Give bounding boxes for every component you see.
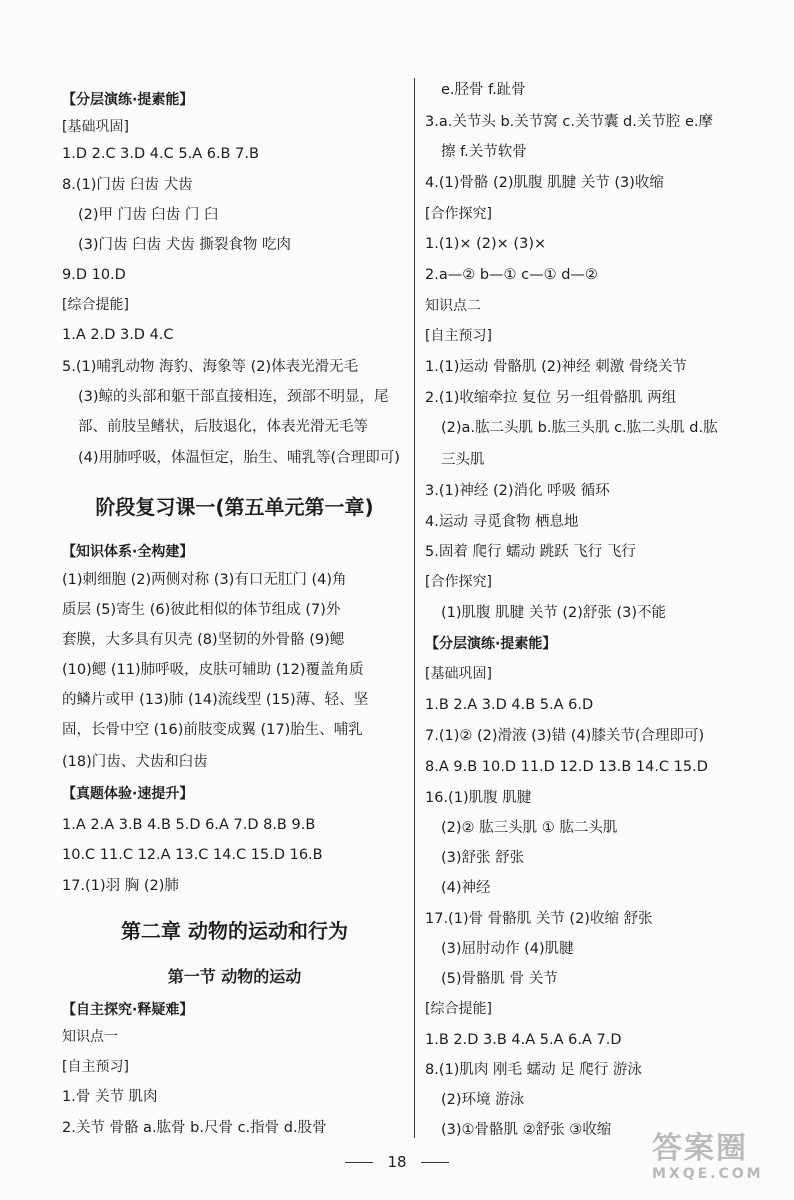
left-answer-line: (10)鳃 (11)肺呼吸，皮肤可辅助 (12)覆盖角质 [62, 662, 364, 678]
left-answer-line: 17.(1)羽 胸 (2)肺 [62, 878, 179, 894]
right-answer-line: (3)①骨骼肌 ②舒张 ③收缩 [441, 1122, 612, 1138]
right-answer-line: 8.A 9.B 10.D 11.D 12.D 13.B 14.C 15.D [425, 759, 708, 775]
right-answer-line: 1.(1)× (2)× (3)× [425, 236, 547, 252]
left-answer-line: (3)鲸的头部和躯干部直接相连，颈部不明显，尾 [78, 389, 389, 405]
right-answer-line: [基础巩固] [425, 666, 492, 682]
right-answer-line: (2)环境 游泳 [441, 1092, 525, 1108]
footer-dash-right [421, 1162, 449, 1163]
right-answer-line: 3.(1)神经 (2)消化 呼吸 循环 [425, 483, 610, 499]
right-answer-line: 8.(1)肌肉 刚毛 蠕动 足 爬行 游泳 [425, 1062, 642, 1078]
left-answer-line: 1.A 2.A 3.B 4.B 5.D 6.A 7.D 8.B 9.B [62, 817, 316, 833]
right-answer-line: 2.(1)收缩牵拉 复位 另一组骨骼肌 两组 [425, 390, 677, 406]
left-answer-line: 【自主探究·释疑难】 [62, 1002, 194, 1018]
right-answer-line: 1.B 2.A 3.D 4.B 5.A 6.D [425, 697, 594, 713]
left-answer-line: (18)门齿、犬齿和臼齿 [62, 754, 208, 770]
right-answer-line: (5)骨骼肌 骨 关节 [441, 971, 558, 987]
right-answer-line: 三头肌 [441, 452, 485, 468]
left-answer-line: 【分层演练·提素能】 [62, 92, 194, 108]
left-answer-line: [自主预习] [62, 1059, 129, 1075]
left-answer-line: (3)门齿 臼齿 犬齿 撕裂食物 吃肉 [78, 237, 291, 253]
left-answer-line: 【知识体系·全构建】 [62, 544, 194, 560]
right-answer-line: [合作探究] [425, 206, 492, 222]
right-answer-line: (2)a.肱二头肌 b.肱三头肌 c.肱二头肌 d.肱 [441, 420, 718, 436]
right-answer-line: 3.a.关节头 b.关节窝 c.关节囊 d.关节腔 e.摩 [425, 114, 714, 130]
watermark-title: 答案圈 [652, 1131, 748, 1166]
left-answer-line: 8.(1)门齿 臼齿 犬齿 [62, 177, 193, 193]
left-answer-line: 第一节 动物的运动 [167, 967, 302, 986]
left-answer-line: 5.(1)哺乳动物 海豹、海象等 (2)体表光滑无毛 [62, 359, 359, 375]
right-answer-line: e.胫骨 f.趾骨 [441, 82, 526, 98]
left-answer-line: 知识点一 [62, 1029, 118, 1045]
left-answer-line: 套膜，大多具有贝壳 (8)坚韧的外骨骼 (9)鳃 [62, 632, 345, 648]
page-number: 18 [387, 1153, 407, 1171]
right-answer-line: 擦 f.关节软骨 [441, 144, 527, 160]
watermark-logo [652, 1132, 780, 1190]
right-answer-line: 5.固着 爬行 蠕动 跳跃 飞行 飞行 [425, 544, 636, 560]
right-answer-line: 知识点二 [425, 298, 481, 314]
left-answer-line: 质层 (5)寄生 (6)彼此相似的体节组成 (7)外 [62, 602, 341, 618]
left-answer-line: 部、前肢呈鳍状，后肢退化，体表光滑无毛等 [78, 419, 368, 435]
right-answer-line: 1.(1)运动 骨骼肌 (2)神经 刺激 骨绕关节 [425, 359, 687, 375]
left-answer-line: 【真题体验·速提升】 [62, 786, 194, 802]
right-answer-line: (3)屈肘动作 (4)肌腱 [441, 941, 574, 957]
left-answer-line: 1.骨 关节 肌肉 [62, 1089, 158, 1105]
right-answer-line: [综合提能] [425, 1001, 492, 1017]
column-divider [414, 78, 415, 1138]
right-answer-line: 2.a—② b—① c—① d—② [425, 267, 598, 283]
left-answer-line: 2.关节 骨骼 a.肱骨 b.尺骨 c.指骨 d.股骨 [62, 1120, 327, 1136]
left-answer-line: 10.C 11.C 12.A 13.C 14.C 15.D 16.B [62, 847, 323, 863]
right-answer-line: [自主预习] [425, 328, 492, 344]
right-answer-line: (4)神经 [441, 880, 491, 896]
left-answer-line: 1.D 2.C 3.D 4.C 5.A 6.B 7.B [62, 146, 259, 162]
left-answer-line: 9.D 10.D [62, 267, 126, 283]
footer-dash-left [345, 1162, 373, 1163]
right-answer-line: [合作探究] [425, 574, 492, 590]
right-answer-line: 【分层演练·提素能】 [425, 636, 557, 652]
left-answer-line: 1.A 2.D 3.D 4.C [62, 327, 174, 343]
right-answer-line: (2)② 肱三头肌 ① 肱二头肌 [441, 820, 618, 836]
right-answer-line: 7.(1)② (2)滑液 (3)错 (4)膝关节(合理即可) [425, 728, 705, 744]
left-answer-line: 第二章 动物的运动和行为 [121, 919, 348, 943]
right-answer-line: (3)舒张 舒张 [441, 850, 525, 866]
right-answer-line: 17.(1)骨 骨骼肌 关节 (2)收缩 舒张 [425, 911, 653, 927]
left-answer-line: 的鳞片或甲 (13)肺 (14)流线型 (15)薄、轻、坚 [62, 692, 369, 708]
right-answer-line: 4.运动 寻觅食物 栖息地 [425, 514, 579, 530]
right-answer-line: 1.B 2.D 3.B 4.A 5.A 6.A 7.D [425, 1032, 622, 1048]
left-answer-line: 阶段复习课一(第五单元第一章) [95, 495, 374, 519]
left-answer-line: (2)甲 门齿 臼齿 门 臼 [78, 207, 219, 223]
left-answer-line: [综合提能] [62, 297, 129, 313]
left-answer-line: 固，长骨中空 (16)前肢变成翼 (17)胎生、哺乳 [62, 722, 363, 738]
right-answer-line: 4.(1)骨骼 (2)肌腹 肌腱 关节 (3)收缩 [425, 175, 664, 191]
watermark-url: MXQE.COM [652, 1166, 764, 1182]
left-answer-line: [基础巩固] [62, 119, 129, 135]
left-answer-line: (4)用肺呼吸，体温恒定，胎生、哺乳等(合理即可) [78, 450, 400, 466]
right-answer-line: (1)肌腹 肌腱 关节 (2)舒张 (3)不能 [441, 605, 667, 621]
right-answer-line: 16.(1)肌腹 肌腱 [425, 790, 532, 806]
left-answer-line: (1)刺细胞 (2)两侧对称 (3)有口无肛门 (4)角 [62, 572, 347, 588]
